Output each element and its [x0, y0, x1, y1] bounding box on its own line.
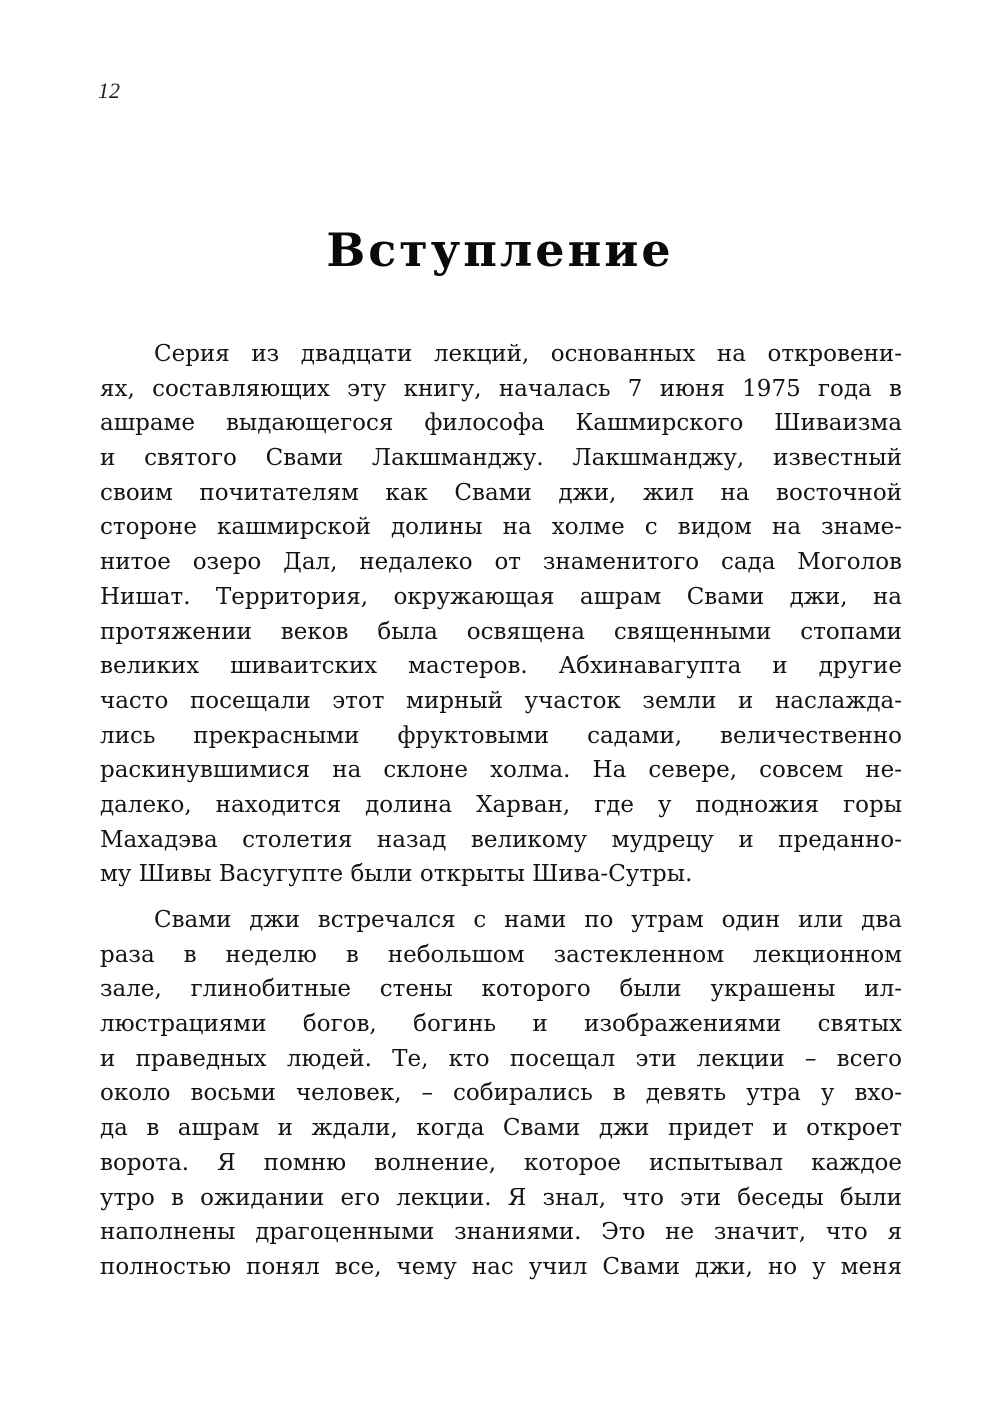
text-line: зале, глинобитные стены которого были украшены ил- — [100, 976, 902, 1003]
text-line: утро в ожидании его лекции. Я знал, что эти беседы были — [100, 1184, 902, 1211]
paragraph-1 — [100, 337, 902, 892]
text-line: люстрациями богов, богинь и изображениями святых — [100, 1011, 902, 1038]
text-line: лись прекрасными фруктовыми садами, величественно — [100, 722, 902, 749]
text-line: полностью понял все, чему нас учил Свами джи, но у меня — [100, 1253, 902, 1280]
text-line: Серия из двадцати лекций, основанных на откровени- — [154, 341, 902, 367]
text-line: раза в неделю в небольшом застекленном лекционном — [100, 941, 902, 968]
text-line: и праведных людей. Те, кто посещал эти лекции – всего — [100, 1045, 902, 1072]
page-number: 12 — [98, 78, 120, 103]
text-line: и святого Свами Лакшманджу. Лакшманджу, известный — [100, 445, 902, 472]
text-line: далеко, находится долина Харван, где у подножия горы — [100, 791, 902, 818]
text-line: му Шивы Васугупте были открыты Шива-Сутры. — [100, 861, 693, 888]
text-line: стороне кашмирской долины на холме с видом на знаме- — [100, 514, 902, 541]
text-line: ях, составляющих эту книгу, началась 7 июня 1975 года в — [100, 375, 902, 402]
text-line: великих шиваитских мастеров. Абхинавагупта и другие — [100, 653, 902, 680]
text-line: раскинувшимися на склоне холма. На севере, совсем не- — [100, 757, 902, 784]
text-line: часто посещали этот мирный участок земли и наслажда- — [100, 687, 902, 714]
chapter-title: Вступление — [326, 223, 674, 277]
text-line: Свами джи встречался с нами по утрам один или два — [154, 907, 902, 933]
text-line: да в ашрам и ждали, когда Свами джи придет и откроет — [100, 1115, 902, 1142]
text-line: Нишат. Территория, окружающая ашрам Свами джи, на — [100, 583, 902, 610]
text-line: протяжении веков была освящена священными стопами — [100, 618, 902, 645]
text-line: ворота. Я помню волнение, которое испытывал каждое — [100, 1149, 902, 1176]
text-line: своим почитателям как Свами джи, жил на восточной — [100, 479, 902, 506]
paragraph-2 — [100, 903, 902, 1285]
text-line: Махадэва столетия назад великому мудрецу и преданно- — [100, 826, 902, 853]
body-text — [100, 337, 902, 1296]
text-line: около восьми человек, – собирались в девять утра у вхо- — [100, 1080, 902, 1107]
text-line: ашраме выдающегося философа Кашмирского Шиваизма — [100, 410, 902, 437]
text-line: нитое озеро Дал, недалеко от знаменитого сада Моголов — [100, 549, 902, 576]
text-line: наполнены драгоценными знаниями. Это не значит, что я — [100, 1219, 902, 1246]
